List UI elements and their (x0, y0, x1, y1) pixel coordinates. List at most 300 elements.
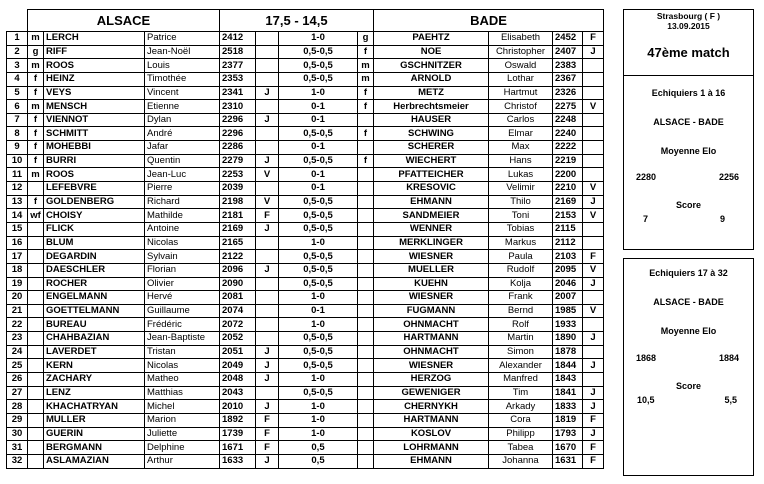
right-firstname: Bernd (489, 304, 553, 318)
left-category (256, 45, 279, 59)
left-title: f (28, 86, 44, 100)
right-elo: 2210 (553, 182, 583, 196)
left-category: J (256, 345, 279, 359)
left-elo: 2048 (220, 373, 256, 387)
left-category (256, 250, 279, 264)
right-surname: KOSLOV (374, 427, 489, 441)
game-result: 0,5-0,5 (279, 45, 358, 59)
table-row (7, 373, 604, 387)
table-row (7, 222, 604, 236)
table-row (7, 304, 604, 318)
table-row (7, 113, 604, 127)
right-category (583, 318, 604, 332)
right-title: f (358, 86, 374, 100)
right-firstname: Martin (489, 332, 553, 346)
left-category: J (256, 373, 279, 387)
left-elo: 2341 (220, 86, 256, 100)
table-row (7, 45, 604, 59)
game-result: 1-0 (279, 427, 358, 441)
right-firstname: Frank (489, 291, 553, 305)
left-elo: 2279 (220, 154, 256, 168)
right-category: F (583, 454, 604, 468)
right-title: f (358, 127, 374, 141)
right-elo: 1844 (553, 359, 583, 373)
left-title: m (28, 168, 44, 182)
right-elo: 2200 (553, 168, 583, 182)
left-title: f (28, 72, 44, 86)
right-title (358, 250, 374, 264)
right-elo: 1985 (553, 304, 583, 318)
left-category (256, 72, 279, 86)
left-surname: HEINZ (44, 72, 145, 86)
left-category (256, 100, 279, 114)
left-title: m (28, 59, 44, 73)
table-row (7, 72, 604, 86)
board-number: 31 (7, 441, 28, 455)
right-surname: MERKLINGER (374, 236, 489, 250)
game-result: 1-0 (279, 413, 358, 427)
board-number: 9 (7, 141, 28, 155)
right-title (358, 318, 374, 332)
right-surname: WENNER (374, 222, 489, 236)
game-result: 0,5-0,5 (279, 359, 358, 373)
table-row (7, 427, 604, 441)
team-right-title: BADE (374, 10, 604, 32)
left-surname: LAVERDET (44, 345, 145, 359)
table-row (7, 127, 604, 141)
board-number: 3 (7, 59, 28, 73)
left-surname: BURRI (44, 154, 145, 168)
right-firstname: Rolf (489, 318, 553, 332)
left-surname: BLUM (44, 236, 145, 250)
right-category: V (583, 263, 604, 277)
right-firstname: Lukas (489, 168, 553, 182)
right-firstname: Kolja (489, 277, 553, 291)
match-table-container (6, 9, 604, 469)
right-elo: 2240 (553, 127, 583, 141)
right-elo: 1878 (553, 345, 583, 359)
game-result: 0,5-0,5 (279, 59, 358, 73)
left-firstname: Florian (145, 263, 220, 277)
table-row (7, 209, 604, 223)
right-category (583, 222, 604, 236)
table-row (7, 195, 604, 209)
left-title (28, 182, 44, 196)
right-elo: 2367 (553, 72, 583, 86)
match-score-title: 17,5 - 14,5 (220, 10, 374, 32)
right-firstname: Christof (489, 100, 553, 114)
left-category (256, 127, 279, 141)
match-number: 47ème match (647, 45, 730, 60)
right-elo: 2383 (553, 59, 583, 73)
left-title (28, 441, 44, 455)
board-number: 7 (7, 113, 28, 127)
right-title (358, 277, 374, 291)
left-elo: 2286 (220, 141, 256, 155)
left-elo: 2039 (220, 182, 256, 196)
left-firstname: Frédéric (145, 318, 220, 332)
right-title: f (358, 45, 374, 59)
right-category (583, 236, 604, 250)
left-elo: 2181 (220, 209, 256, 223)
left-surname: VEYS (44, 86, 145, 100)
right-title: m (358, 72, 374, 86)
left-surname: DEGARDIN (44, 250, 145, 264)
left-category: J (256, 454, 279, 468)
board-number: 32 (7, 454, 28, 468)
right-firstname: Tim (489, 386, 553, 400)
left-surname: RIFF (44, 45, 145, 59)
right-title: f (358, 100, 374, 114)
left-elo: 2253 (220, 168, 256, 182)
right-category (583, 291, 604, 305)
left-firstname: Nicolas (145, 359, 220, 373)
left-surname: DAESCHLER (44, 263, 145, 277)
group2-teams: ALSACE - BADE (653, 297, 724, 307)
left-firstname: Antoine (145, 222, 220, 236)
board-number: 19 (7, 277, 28, 291)
board-number: 11 (7, 168, 28, 182)
board-number: 29 (7, 413, 28, 427)
left-firstname: Mathilde (145, 209, 220, 223)
right-title (358, 373, 374, 387)
team-left-title: ALSACE (28, 10, 220, 32)
right-title (358, 427, 374, 441)
left-category: J (256, 86, 279, 100)
left-surname: GOLDENBERG (44, 195, 145, 209)
group2-summary-box (623, 258, 754, 476)
right-title (358, 141, 374, 155)
left-elo: 2165 (220, 236, 256, 250)
board-number: 1 (7, 32, 28, 46)
right-title (358, 332, 374, 346)
table-row (7, 291, 604, 305)
left-elo: 2081 (220, 291, 256, 305)
right-surname: HARTMANN (374, 413, 489, 427)
left-firstname: Matthias (145, 386, 220, 400)
group2-elo-right: 1884 (718, 353, 739, 363)
table-row (7, 86, 604, 100)
left-elo: 2052 (220, 332, 256, 346)
game-result: 0,5-0,5 (279, 263, 358, 277)
board-number: 16 (7, 236, 28, 250)
board-number: 21 (7, 304, 28, 318)
game-result: 0,5-0,5 (279, 386, 358, 400)
right-firstname: Carlos (489, 113, 553, 127)
right-surname: OHNMACHT (374, 318, 489, 332)
left-surname: MULLER (44, 413, 145, 427)
left-title: wf (28, 209, 44, 223)
left-category: J (256, 400, 279, 414)
board-number: 12 (7, 182, 28, 196)
group1-summary-box (623, 75, 754, 250)
left-surname: LEFEBVRE (44, 182, 145, 196)
right-surname: EHMANN (374, 454, 489, 468)
left-surname: GUERIN (44, 427, 145, 441)
left-firstname: Jean-Baptiste (145, 332, 220, 346)
table-row (7, 59, 604, 73)
board-number: 23 (7, 332, 28, 346)
right-surname: WIESNER (374, 250, 489, 264)
left-elo: 2310 (220, 100, 256, 114)
right-surname: GSCHNITZER (374, 59, 489, 73)
game-result: 1-0 (279, 32, 358, 46)
header-spacer (7, 10, 28, 32)
right-surname: MUELLER (374, 263, 489, 277)
match-info-box (623, 9, 754, 76)
left-title (28, 236, 44, 250)
left-surname: BERGMANN (44, 441, 145, 455)
right-surname: FUGMANN (374, 304, 489, 318)
left-category: J (256, 154, 279, 168)
group1-elo-label: Moyenne Elo (660, 146, 717, 156)
right-title (358, 400, 374, 414)
game-result: 0,5-0,5 (279, 345, 358, 359)
left-surname: LENZ (44, 386, 145, 400)
right-elo: 2275 (553, 100, 583, 114)
left-surname: CHAHBAZIAN (44, 332, 145, 346)
left-title: f (28, 127, 44, 141)
right-category: J (583, 277, 604, 291)
left-surname: ZACHARY (44, 373, 145, 387)
right-firstname: Simon (489, 345, 553, 359)
left-category (256, 236, 279, 250)
left-title (28, 400, 44, 414)
left-title (28, 263, 44, 277)
left-firstname: Patrice (145, 32, 220, 46)
left-elo: 1892 (220, 413, 256, 427)
table-row (7, 154, 604, 168)
left-elo: 1671 (220, 441, 256, 455)
right-category: J (583, 427, 604, 441)
game-result: 0-1 (279, 141, 358, 155)
left-elo: 1633 (220, 454, 256, 468)
right-elo: 2115 (553, 222, 583, 236)
right-firstname: Thilo (489, 195, 553, 209)
right-elo: 2326 (553, 86, 583, 100)
left-elo: 2074 (220, 304, 256, 318)
game-result: 0,5-0,5 (279, 250, 358, 264)
group2-title: Echiquiers 17 à 32 (649, 268, 728, 278)
left-title (28, 454, 44, 468)
group2-elo-label: Moyenne Elo (660, 326, 717, 336)
board-number: 8 (7, 127, 28, 141)
right-title (358, 359, 374, 373)
right-title (358, 209, 374, 223)
left-firstname: Dylan (145, 113, 220, 127)
right-category (583, 345, 604, 359)
right-elo: 2219 (553, 154, 583, 168)
table-row (7, 250, 604, 264)
left-firstname: Timothée (145, 72, 220, 86)
left-category (256, 141, 279, 155)
right-firstname: Philipp (489, 427, 553, 441)
group1-teams: ALSACE - BADE (653, 117, 724, 127)
right-firstname: Velimir (489, 182, 553, 196)
right-category (583, 72, 604, 86)
left-surname: ROCHER (44, 277, 145, 291)
left-firstname: Marion (145, 413, 220, 427)
left-firstname: Nicolas (145, 236, 220, 250)
table-row (7, 277, 604, 291)
left-title (28, 250, 44, 264)
right-elo: 1670 (553, 441, 583, 455)
right-firstname: Arkady (489, 400, 553, 414)
group2-score-right: 5,5 (724, 395, 737, 405)
right-firstname: Christopher (489, 45, 553, 59)
right-category (583, 86, 604, 100)
right-category: F (583, 250, 604, 264)
right-surname: OHNMACHT (374, 345, 489, 359)
board-number: 30 (7, 427, 28, 441)
left-elo: 2353 (220, 72, 256, 86)
left-title (28, 318, 44, 332)
left-firstname: André (145, 127, 220, 141)
group1-score-label: Score (675, 200, 701, 210)
right-category (583, 113, 604, 127)
game-result: 0,5-0,5 (279, 222, 358, 236)
left-title (28, 332, 44, 346)
left-category (256, 332, 279, 346)
right-title: m (358, 59, 374, 73)
left-elo: 2169 (220, 222, 256, 236)
right-surname: Herbrechtsmeier (374, 100, 489, 114)
table-row (7, 332, 604, 346)
left-category: J (256, 263, 279, 277)
right-firstname: Rudolf (489, 263, 553, 277)
left-elo: 2296 (220, 127, 256, 141)
left-category: F (256, 209, 279, 223)
game-result: 0,5 (279, 454, 358, 468)
left-title (28, 359, 44, 373)
left-surname: KERN (44, 359, 145, 373)
right-elo: 2112 (553, 236, 583, 250)
left-category: J (256, 359, 279, 373)
left-title: f (28, 154, 44, 168)
right-elo: 1890 (553, 332, 583, 346)
table-header-row (7, 10, 604, 32)
right-firstname: Paula (489, 250, 553, 264)
right-category: J (583, 359, 604, 373)
left-category (256, 386, 279, 400)
right-firstname: Manfred (489, 373, 553, 387)
left-surname: ROOS (44, 168, 145, 182)
table-row (7, 182, 604, 196)
right-elo: 1833 (553, 400, 583, 414)
left-title (28, 291, 44, 305)
group1-score-left: 7 (643, 214, 649, 224)
right-elo: 2095 (553, 263, 583, 277)
right-firstname: Toni (489, 209, 553, 223)
right-surname: WIESNER (374, 359, 489, 373)
left-title (28, 304, 44, 318)
right-firstname: Markus (489, 236, 553, 250)
right-firstname: Lothar (489, 72, 553, 86)
game-result: 0,5-0,5 (279, 72, 358, 86)
right-elo: 1933 (553, 318, 583, 332)
game-result: 1-0 (279, 318, 358, 332)
right-category: F (583, 413, 604, 427)
board-number: 14 (7, 209, 28, 223)
right-title (358, 413, 374, 427)
board-number: 26 (7, 373, 28, 387)
left-title: m (28, 100, 44, 114)
left-firstname: Jean-Noël (145, 45, 220, 59)
left-firstname: Juliette (145, 427, 220, 441)
left-title: g (28, 45, 44, 59)
game-result: 1-0 (279, 86, 358, 100)
left-title (28, 413, 44, 427)
right-category: J (583, 45, 604, 59)
board-number: 20 (7, 291, 28, 305)
game-result: 0-1 (279, 168, 358, 182)
left-category (256, 304, 279, 318)
left-surname: ENGELMANN (44, 291, 145, 305)
game-result: 1-0 (279, 373, 358, 387)
board-number: 22 (7, 318, 28, 332)
left-title (28, 277, 44, 291)
left-surname: BUREAU (44, 318, 145, 332)
left-elo: 2377 (220, 59, 256, 73)
game-result: 0-1 (279, 100, 358, 114)
board-number: 28 (7, 400, 28, 414)
right-category (583, 59, 604, 73)
right-surname: NOE (374, 45, 489, 59)
left-firstname: Etienne (145, 100, 220, 114)
right-elo: 1793 (553, 427, 583, 441)
left-firstname: Guillaume (145, 304, 220, 318)
board-number: 2 (7, 45, 28, 59)
right-category (583, 373, 604, 387)
left-firstname: Michel (145, 400, 220, 414)
left-title (28, 427, 44, 441)
left-elo: 2072 (220, 318, 256, 332)
right-firstname: Elmar (489, 127, 553, 141)
table-row (7, 359, 604, 373)
right-title: f (358, 154, 374, 168)
game-result: 0,5-0,5 (279, 195, 358, 209)
right-title (358, 441, 374, 455)
right-surname: PAEHTZ (374, 32, 489, 46)
right-title (358, 304, 374, 318)
left-firstname: Sylvain (145, 250, 220, 264)
right-title: g (358, 32, 374, 46)
right-surname: KRESOVIC (374, 182, 489, 196)
left-firstname: Olivier (145, 277, 220, 291)
left-surname: FLICK (44, 222, 145, 236)
left-category: F (256, 441, 279, 455)
left-category: J (256, 113, 279, 127)
match-date: 13.09.2015 (667, 21, 710, 31)
right-title (358, 386, 374, 400)
left-category: J (256, 222, 279, 236)
right-category: V (583, 209, 604, 223)
right-firstname: Johanna (489, 454, 553, 468)
left-firstname: Hervé (145, 291, 220, 305)
right-title (358, 291, 374, 305)
left-surname: LERCH (44, 32, 145, 46)
table-row (7, 100, 604, 114)
right-elo: 2046 (553, 277, 583, 291)
left-elo: 2296 (220, 113, 256, 127)
right-surname: HAUSER (374, 113, 489, 127)
left-firstname: Arthur (145, 454, 220, 468)
right-surname: PFATTEICHER (374, 168, 489, 182)
table-row (7, 263, 604, 277)
left-surname: ROOS (44, 59, 145, 73)
left-firstname: Tristan (145, 345, 220, 359)
right-elo: 2169 (553, 195, 583, 209)
